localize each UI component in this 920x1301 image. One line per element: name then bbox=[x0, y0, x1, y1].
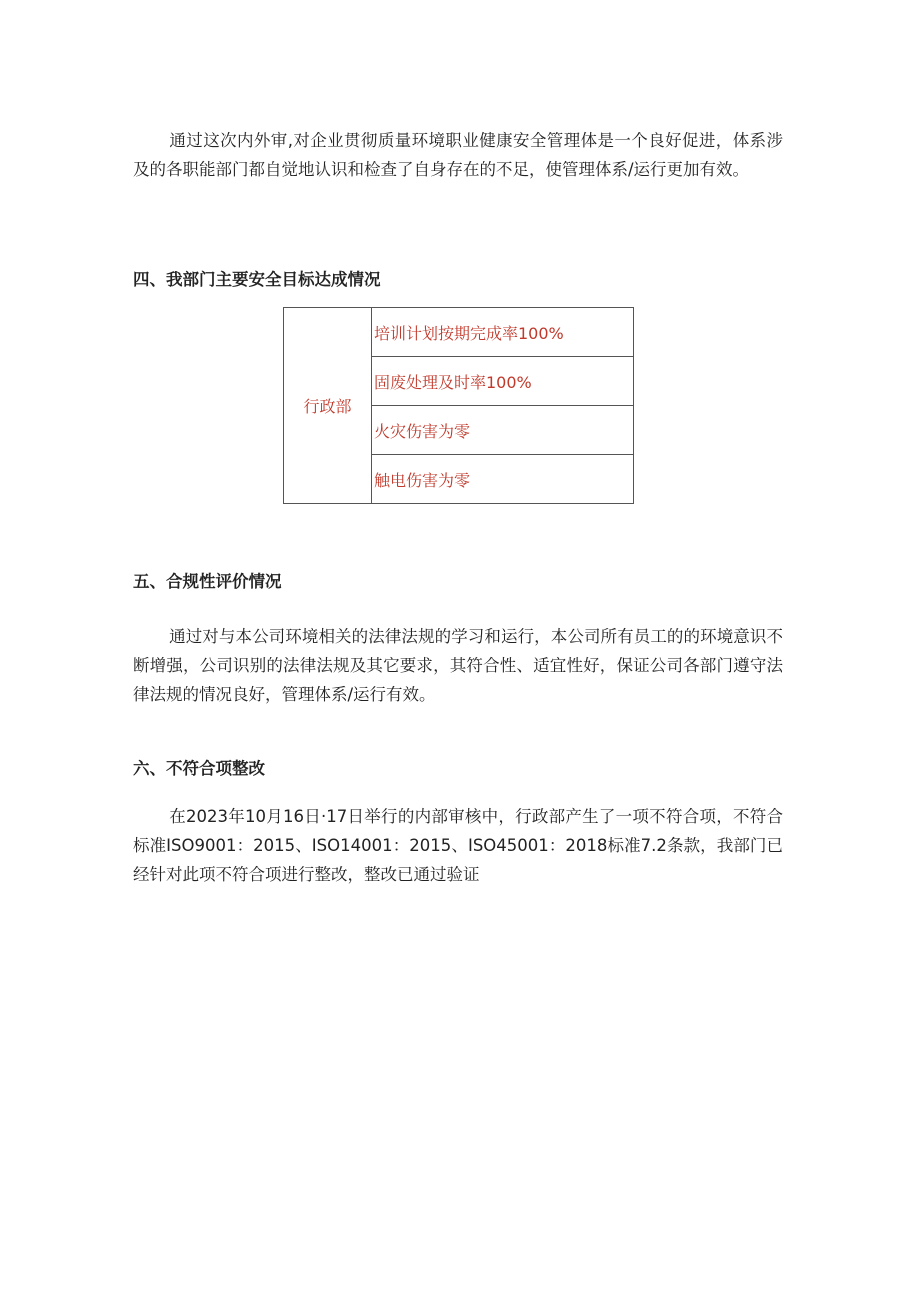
intro-paragraph bbox=[133, 126, 783, 184]
section-six-paragraph bbox=[133, 802, 783, 889]
section-five-paragraph bbox=[133, 622, 783, 709]
section-four-heading: 四、我部门主要安全目标达成情况 bbox=[133, 270, 381, 289]
department-cell: 行政部 bbox=[284, 308, 372, 504]
goal-cell: 培训计划按期完成率100% bbox=[372, 308, 634, 357]
goal-cell: 火灾伤害为零 bbox=[372, 406, 634, 455]
goal-cell: 固废处理及时率100% bbox=[372, 357, 634, 406]
section-six-heading: 六、不符合项整改 bbox=[133, 759, 265, 778]
safety-targets-table bbox=[283, 307, 634, 504]
section-six-paragraph-text: 在2023年10月16日·17日举行的内部审核中，行政部产生了一项不符合项，不符合标准ISO9001：2015、ISO14001：2015、ISO45001：2018标准7.2条款，我部门已经针对此项不符合项进行整改，整改已通过验证 bbox=[133, 807, 783, 884]
intro-paragraph-text: 通过这次内外审,对企业贯彻质量环境职业健康安全管理体是一个良好促进，体系涉及的各职能部门都自觉地认识和检查了自身存在的不足，使管理体系/运行更加有效。 bbox=[133, 131, 783, 179]
table-row bbox=[284, 308, 634, 357]
section-five-paragraph-text: 通过对与本公司环境相关的法律法规的学习和运行，本公司所有员工的的环境意识不断增强，公司识别的法律法规及其它要求，其符合性、适宜性好，保证公司各部门遵守法律法规的情况良好，管理体系/运行有效。 bbox=[133, 627, 783, 704]
section-five-heading: 五、合规性评价情况 bbox=[133, 572, 282, 591]
goal-cell: 触电伤害为零 bbox=[372, 455, 634, 504]
